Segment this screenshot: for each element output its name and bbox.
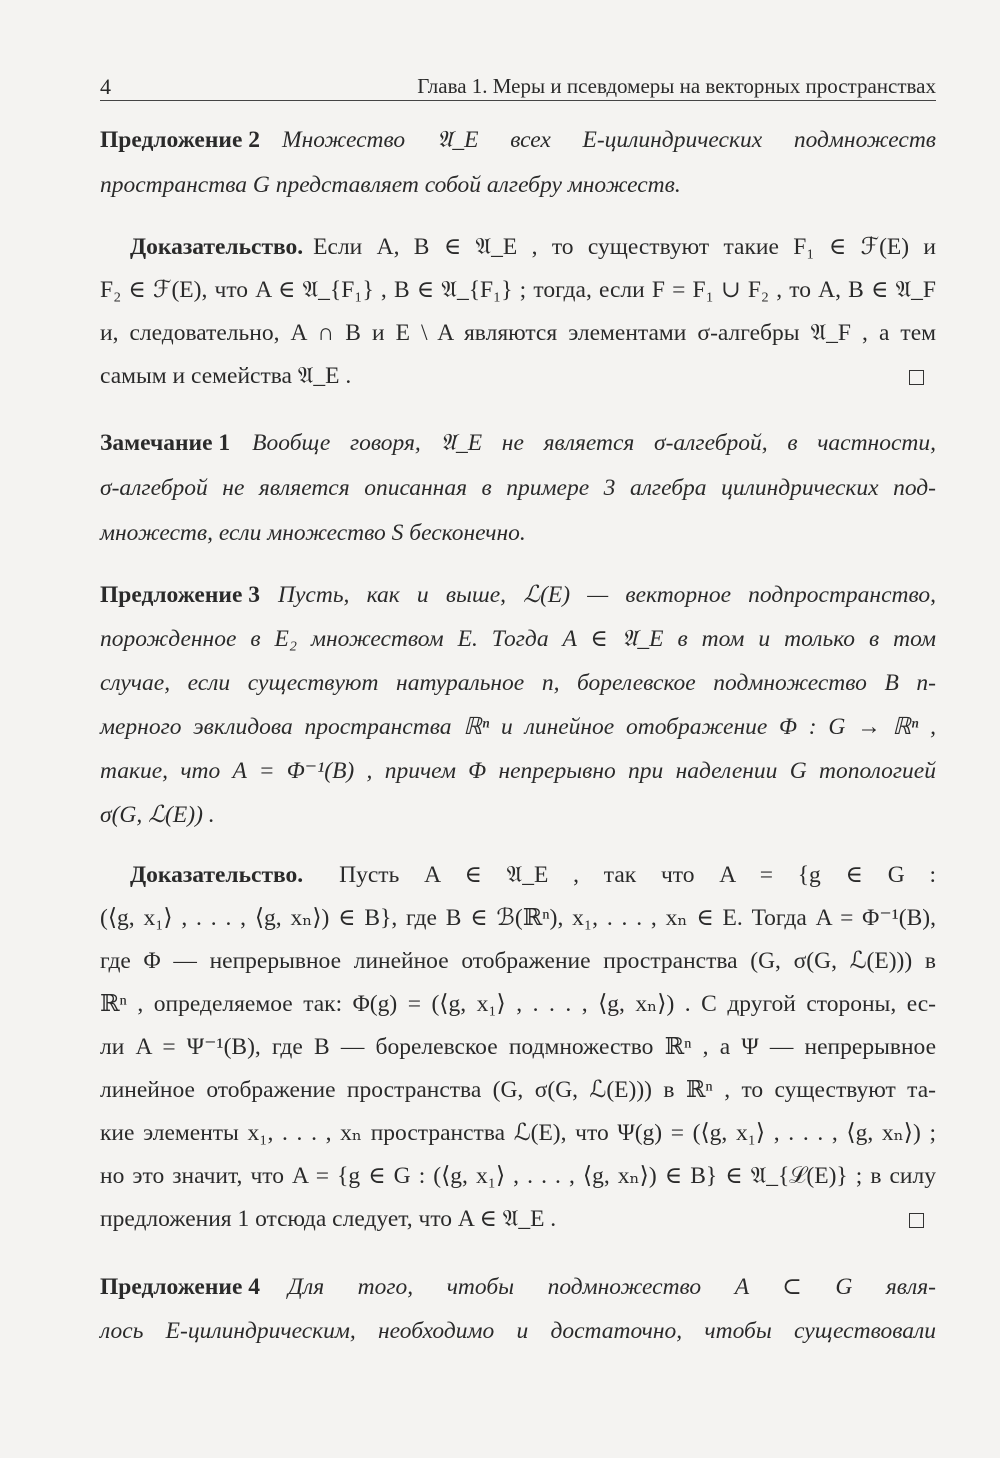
prop2-heading: Предложение 2 bbox=[100, 127, 261, 153]
proposition-3 bbox=[100, 580, 936, 830]
prop3-line-6: σ(G, ℒ(E)) . bbox=[100, 802, 215, 828]
proof1-heading: Доказательство. bbox=[130, 234, 304, 260]
prop2-line-1 bbox=[100, 125, 936, 155]
page-number: 4 bbox=[100, 74, 111, 99]
proposition-2 bbox=[100, 125, 936, 215]
proof2-line-7: кие элементы x₁, . . . , xₙ пространства ℒ(E), что Ψ(g) = (⟨g, x₁⟩ , . . . , ⟨g, xₙ⟩) ; bbox=[100, 1120, 936, 1146]
remark-1 bbox=[100, 428, 936, 558]
prop3-line-2: порожденное в E₂ множеством E. Тогда A ∈ 𝔄_E в том и только в том bbox=[100, 626, 936, 652]
proof2-line-2: (⟨g, x₁⟩ , . . . , ⟨g, xₙ⟩) ∈ B}, где B ∈ ℬ(ℝⁿ), x₁, . . . , xₙ ∈ E. Тогда A = Φ⁻¹(B), bbox=[100, 905, 936, 931]
prop3-line-4: мерного эвклидова пространства ℝⁿ и линейное отображение Φ : G → ℝⁿ , bbox=[100, 714, 936, 740]
proof2-line-3: где Φ — непрерывное линейное отображение пространства (G, σ(G, ℒ(E))) в bbox=[100, 948, 936, 974]
chapter-title: Глава 1. Меры и псевдомеры на векторных пространствах bbox=[417, 74, 936, 98]
prop3-text-1: Пусть, как и выше, ℒ(E) — векторное подпространство, bbox=[278, 582, 936, 608]
proof2-line-6: линейное отображение пространства (G, σ(G, ℒ(E))) в ℝⁿ , то существуют та- bbox=[100, 1077, 936, 1103]
proof1-line-3: и, следовательно, A ∩ B и E \ A являются элементами σ-алгебры 𝔄_F , а тем bbox=[100, 320, 936, 346]
prop4-text-1: Для того, чтобы подмножество A ⊂ G явля- bbox=[288, 1274, 936, 1300]
proof2-heading: Доказательство. bbox=[130, 862, 304, 888]
prop3-line-5: такие, что A = Φ⁻¹(B) , причем Φ непрерывно при наделении G топологией bbox=[100, 758, 936, 784]
prop4-line-1 bbox=[100, 1272, 936, 1302]
proof2-line-9: предложения 1 отсюда следует, что A ∈ 𝔄_E . bbox=[100, 1206, 557, 1232]
prop3-line-3: случае, если существуют натуральное n, борелевское подмножество B n- bbox=[100, 670, 936, 696]
remark1-text-1: Вообще говоря, 𝔄_E не является σ-алгеброй, в частности, bbox=[252, 430, 936, 456]
proof1-line-2: F₂ ∈ ℱ(E), что A ∈ 𝔄_{F₁} , B ∈ 𝔄_{F₁} ; тогда, если F = F₁ ∪ F₂ , то A, B ∈ 𝔄_F bbox=[100, 277, 936, 303]
remark1-line-3: множеств, если множество S бесконечно. bbox=[100, 520, 526, 546]
remark1-line-2: σ-алгеброй не является описанная в примере 3 алгебра цилиндрических под- bbox=[100, 475, 936, 501]
proof-1 bbox=[100, 232, 936, 402]
proof1-line-4: самым и семейства 𝔄_E . bbox=[100, 363, 352, 389]
proof2-line-8: но это значит, что A = {g ∈ G : (⟨g, x₁⟩ , . . . , ⟨g, xₙ⟩) ∈ B} ∈ 𝔄_{ℒ(E)} ; в силу bbox=[100, 1163, 936, 1189]
prop4-line-2: лось E-цилиндрическим, необходимо и достаточно, чтобы существовали bbox=[100, 1318, 936, 1344]
proof2-line-1 bbox=[130, 860, 936, 890]
proof-2 bbox=[100, 860, 936, 1250]
prop4-heading: Предложение 4 bbox=[100, 1274, 261, 1300]
remark1-line-1 bbox=[100, 428, 936, 458]
proposition-4 bbox=[100, 1272, 936, 1352]
proof1-text-1: Если A, B ∈ 𝔄_E , то существуют такие F₁ ∈ ℱ(E) и bbox=[313, 234, 936, 260]
qed-square-icon bbox=[909, 370, 924, 385]
running-header bbox=[100, 72, 936, 101]
proof1-line-1 bbox=[130, 232, 936, 262]
prop2-line-2: пространства G представляет собой алгебру множеств. bbox=[100, 172, 681, 198]
remark1-heading: Замечание 1 bbox=[100, 430, 231, 456]
proof2-text-1: Пусть A ∈ 𝔄_E , так что A = {g ∈ G : bbox=[339, 862, 936, 888]
qed-square-icon bbox=[909, 1213, 924, 1228]
prop3-line-1 bbox=[100, 580, 936, 610]
proof2-line-5: ли A = Ψ⁻¹(B), где B — борелевское подмножество ℝⁿ , а Ψ — непрерывное bbox=[100, 1034, 936, 1060]
proof2-line-4: ℝⁿ , определяемое так: Φ(g) = (⟨g, x₁⟩ , . . . , ⟨g, xₙ⟩) . С другой стороны, ес- bbox=[100, 991, 936, 1017]
prop3-heading: Предложение 3 bbox=[100, 582, 261, 608]
prop2-text-1: Множество 𝔄_E всех E-цилиндрических подмножеств bbox=[282, 127, 936, 153]
